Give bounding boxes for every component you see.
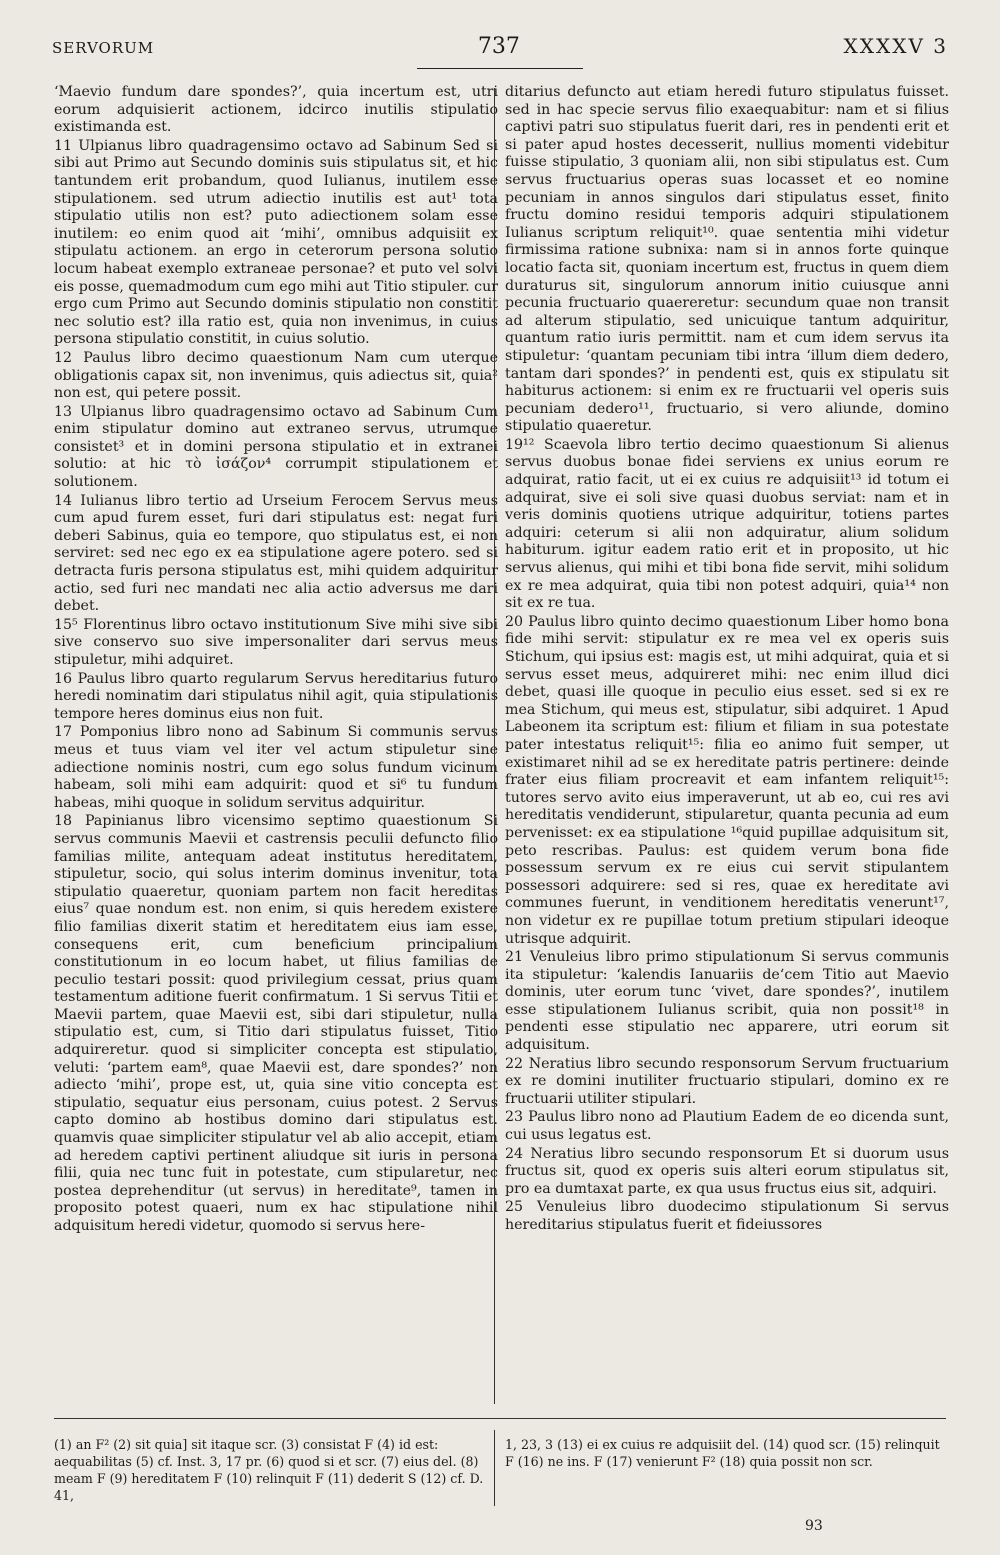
- running-header: [52, 34, 948, 64]
- paragraph: 21 Venuleius libro primo stipulationum Si servus communis ita stipuletur: ‘kalendis Ianuariis de‘cem Titio aut Maevio dominis, uter eorum tunc ‘vivet, dare spondes?’, inutilem esse stipulationem Iulianus scribit, quia non possit¹⁸ in pendenti esse stipulatio nec apparere, utri eorum sit adquisitum.: [505, 949, 949, 1054]
- running-title: SERVORUM: [52, 39, 155, 57]
- column-divider: [494, 88, 495, 1404]
- paragraph: 25 Venuleius libro duodecimo stipulationum Si servus hereditarius stipulatus fuerit et fideiussores: [505, 1199, 949, 1233]
- book-reference: XXXXV 3: [843, 34, 948, 58]
- paragraph: 11 Ulpianus libro quadragensimo octavo ad Sabinum Sed si sibi aut Primo aut Secundo dominis suis stipulatus sit, et hic tantundem erit probandum, quod Iulianus, inutilem esse stipulationem. sed utrum adiectio inutilis est aut¹ tota stipulatio utilis non est? puto adiectionem solam esse inutilem: eo enim quod ait ‘mihi’, omnibus adquisiit ex stipulatu actionem. an ergo in ceterorum persona solutio locum habeat exemplo extraneae personae? et puto vel solvi eis posse, quemadmodum cum ego mihi aut Titio stipuler. cur ergo cum Primo aut Secundo dominis stipulatio non constitit nec solutio est? illa ratio est, quia non invenimus, in cuius persona stipulatio constitit, in cuius solutio.: [54, 137, 498, 348]
- paragraph: 12 Paulus libro decimo quaestionum Nam cum uterque obligationis capax sit, non invenimus, quis adiectus sit, quia² non est, qui petere possit.: [54, 349, 498, 402]
- left-column: [54, 84, 498, 1404]
- paragraph: 13 Ulpianus libro quadragensimo octavo ad Sabinum Cum enim stipulatur domino aut extraneo servus, utrumque consistet³ et in domini persona stipulatio et in extranei solutio: at hic τὸ ἰσάζον⁴ corrumpit stipulationem et solutionem.: [54, 403, 498, 491]
- footnote-rule: [54, 1418, 946, 1419]
- paragraph: 17 Pomponius libro nono ad Sabinum Si communis servus meus et tuus viam vel iter vel actum stipuletur sine adiectione nominis nostri, cum ego solus fundum vicinum habeam, soli mihi eam adquirit: quod et si⁶ tu fundum habeas, mihi quoque in solidum servitus adquiritur.: [54, 724, 498, 811]
- paragraph: 19¹² Scaevola libro tertio decimo quaestionum Si alienus servus duobus bonae fidei serviens ex unius eorum re adquirat, ratio facit, ut ei ex cuius re adquisiit¹³ id totum ei adquirat, sive ei soli sive quasi duobus serviat: nam et in veris dominis quotiens utrique adquiritur, totiens partes adquiri: ceterum si alii non adquiratur, alium solidum habiturum. igitur eadem ratio erit et in proposito, ut hic servus alienus, qui mihi et tibi bona fide servit, mihi solidum ex re mea adquirat, quia tibi non potest adquiri, quia¹⁴ non sit ex re tua.: [505, 436, 949, 612]
- paragraph: 22 Neratius libro secundo responsorum Servum fructuarium ex re domini inutiliter fructuario stipulari, domino ex re fructuarii utiliter stipulari.: [505, 1055, 949, 1107]
- paragraph: 23 Paulus libro nono ad Plautium Eadem de eo dicenda sunt, cui usus legatus est.: [505, 1109, 949, 1144]
- footnotes-left: (1) an F² (2) sit quia] sit itaque scr. (3) consistat F (4) id est: aequabilitas (5) cf. Inst. 3, 17 pr. (6) quod si et scr. (7) eius del. (8) meam F (9) hereditatem F (10) relinquit F (11) dederit S (12) cf. D. 41,: [54, 1437, 484, 1503]
- paragraph: 16 Paulus libro quarto regularum Servus hereditarius futuro heredi nominatim dari stipulatus nihil agit, quia stipulationis tempore heres dominus eius non fuit.: [54, 670, 498, 722]
- footnote-divider: [494, 1430, 495, 1506]
- right-column: [505, 84, 949, 1404]
- paragraph: 15⁵ Florentinus libro octavo institutionum Sive mihi sive sibi sive conservo suo sive impersonaliter dari servus meus stipuletur, mihi adquiret.: [54, 616, 498, 668]
- paragraph: ‘Maevio fundum dare spondes?’, quia incertum est, utri eorum adquisierit actionem, idcirco inutilis stipulatio existimanda est.: [54, 84, 498, 136]
- header-rule: [417, 68, 583, 69]
- paragraph: 20 Paulus libro quinto decimo quaestionum Liber homo bona fide mihi servit: stipulatur ex re mea vel ex operis suis Stichum, qui ipsius est: magis est, ut mihi adquirat, quia et si servus esset meus, adquireret mihi: nec enim illud dici debet, quasi ille quoque in peculio eius esset. sed si ex re mea Stichum, qui meus est, stipulatur, sibi adquiret. 1 Apud Labeonem ita scriptum est: filium et filiam in sua potestate pater intestatus reliquit¹⁵: filia eo animo fuit semper, ut existimaret nihil ad se ex hereditate patris pertinere: deinde frater eius filiam procreavit et eam infantem reliquit¹⁵: tutores servo avito eius imperaverunt, ut ab eo, cui res avi hereditatis vendiderunt, stipularetur, quanta pecunia ad eum pervenisset: ex ea stipulatione ¹⁶quid pupillae adquisitum sit, peto rescribas. Paulus: est quidem verum bona fide possessum servum ex re eius cui servit stipulantem possessori adquirere: sed si res, quae ex hereditate avi communes fuerunt, in venditionem hereditatis venerunt¹⁷, non videtur ex re pupillae totum pretium stipulari ideoque utrisque adquirit.: [505, 613, 949, 947]
- paragraph: 18 Papinianus libro vicensimo septimo quaestionum Si servus communis Maevii et castrensis peculii defuncto filio familias milite, antequam adeat institutus hereditatem, stipuletur, socio, qui solus interim dominus invenitur, tota stipulatio quaeretur, quoniam partem non facit hereditas eius⁷ quae nondum est. non enim, si quis heredem existere filio familias dixerit statim et hereditatem eius iam esse, consequens erit, cum beneficium principalium constitutionum in eo locum habet, ut filius familias de peculio testari possit: quod privilegium cessat, prius quam testamentum aditione fuerit confirmatum. 1 Si servus Titii et Maevii partem, quae Maevii est, sibi dari stipuletur, nulla stipulatio est, cum, si Titio dari stipulatus fuisset, Titio adquireretur. quod si simpliciter concepta est stipulatio, veluti: ‘partem eam⁸, quae Maevii est, dare spondes?’ non adiecto ‘mihi’, prope est, ut, quia sine vitio concepta est stipulatio, sequatur eius personam, cuius potest. 2 Servus capto domino ab hostibus domino dari stipulatus est. quamvis quae simpliciter stipulatur vel ab alio accepit, etiam ad heredem captivi pertinent aliudque sit iuris in persona filii, quia nec tunc fuit in potestate, cum stipularetur, nec postea deprehenditur (ut servus) in hereditate⁹, tamen in proposito potest quaeri, num ex hac stipulatione nihil adquisitum heredi videtur, quomodo si servus here-: [54, 813, 498, 1234]
- footnotes-right: 1, 23, 3 (13) ei ex cuius re adquisiit del. (14) quod scr. (15) relinquit F (16) ne ins. F (17) venierunt F² (18) quia possit non scr.: [505, 1437, 940, 1469]
- paragraph: 14 Iulianus libro tertio ad Urseium Ferocem Servus meus cum apud furem esset, furi dari stipulatus est: negat furi deberi Sabinus, quia eo tempore, quo stipulatus est, ei non serviret: sed nec ego ex ea stipulatione agere potero. sed si detracta furis persona stipulatus est, mihi quidem adquiritur actio, sed furi nec mandati nec alia actio adversus me dari debet.: [54, 492, 498, 615]
- page-number: 737: [477, 34, 520, 59]
- paragraph: ditarius defuncto aut etiam heredi futuro stipulatus fuisset. sed in hac specie servus filio exaequabitur: nam et si filius captivi patri suo stipulatus fuerit dari, res in pendenti erit et si pater apud hostes decesserit, nullius momenti videbitur fuisse stipulatio, 3 quoniam alii, non sibi stipulatus est. Cum servus fructuarius operas suas locasset et eo nomine pecuniam in annos singulos dari stipulatus esset, finito fructu domino residui temporis adquiri stipulationem Iulianus scriptum reliquit¹⁰. quae sententia mihi videtur firmissima ratione subnixa: nam si in annos forte quinque locatio facta sit, quoniam incertum est, fructus in quem diem duraturus sit, singulorum annorum initio cuiusque anni pecunia fructuario quaereretur: secundum quae non transit ad alterum stipulatio, sed unicuique tantum adquiritur, quantum ratio iuris permittit. nam et cum idem servus ita stipuletur: ‘quantam pecuniam tibi intra ‘illum diem dedero, tantam dari spondes?’ in pendenti est, quis ex stipulatu sit habiturus actionem: si enim ex re fructuarii vel operis suis pecuniam dedero¹¹, fructuario, si vero aliunde, domino stipulatio quaeretur.: [505, 84, 949, 435]
- paragraph: 24 Neratius libro secundo responsorum Et si duorum usus fructus sit, quod ex operis suis alteri eorum stipulatus sit, pro ea dumtaxat parte, ex qua usus fructus eius sit, adquiri.: [505, 1145, 949, 1197]
- signature-mark: 93: [805, 1518, 823, 1534]
